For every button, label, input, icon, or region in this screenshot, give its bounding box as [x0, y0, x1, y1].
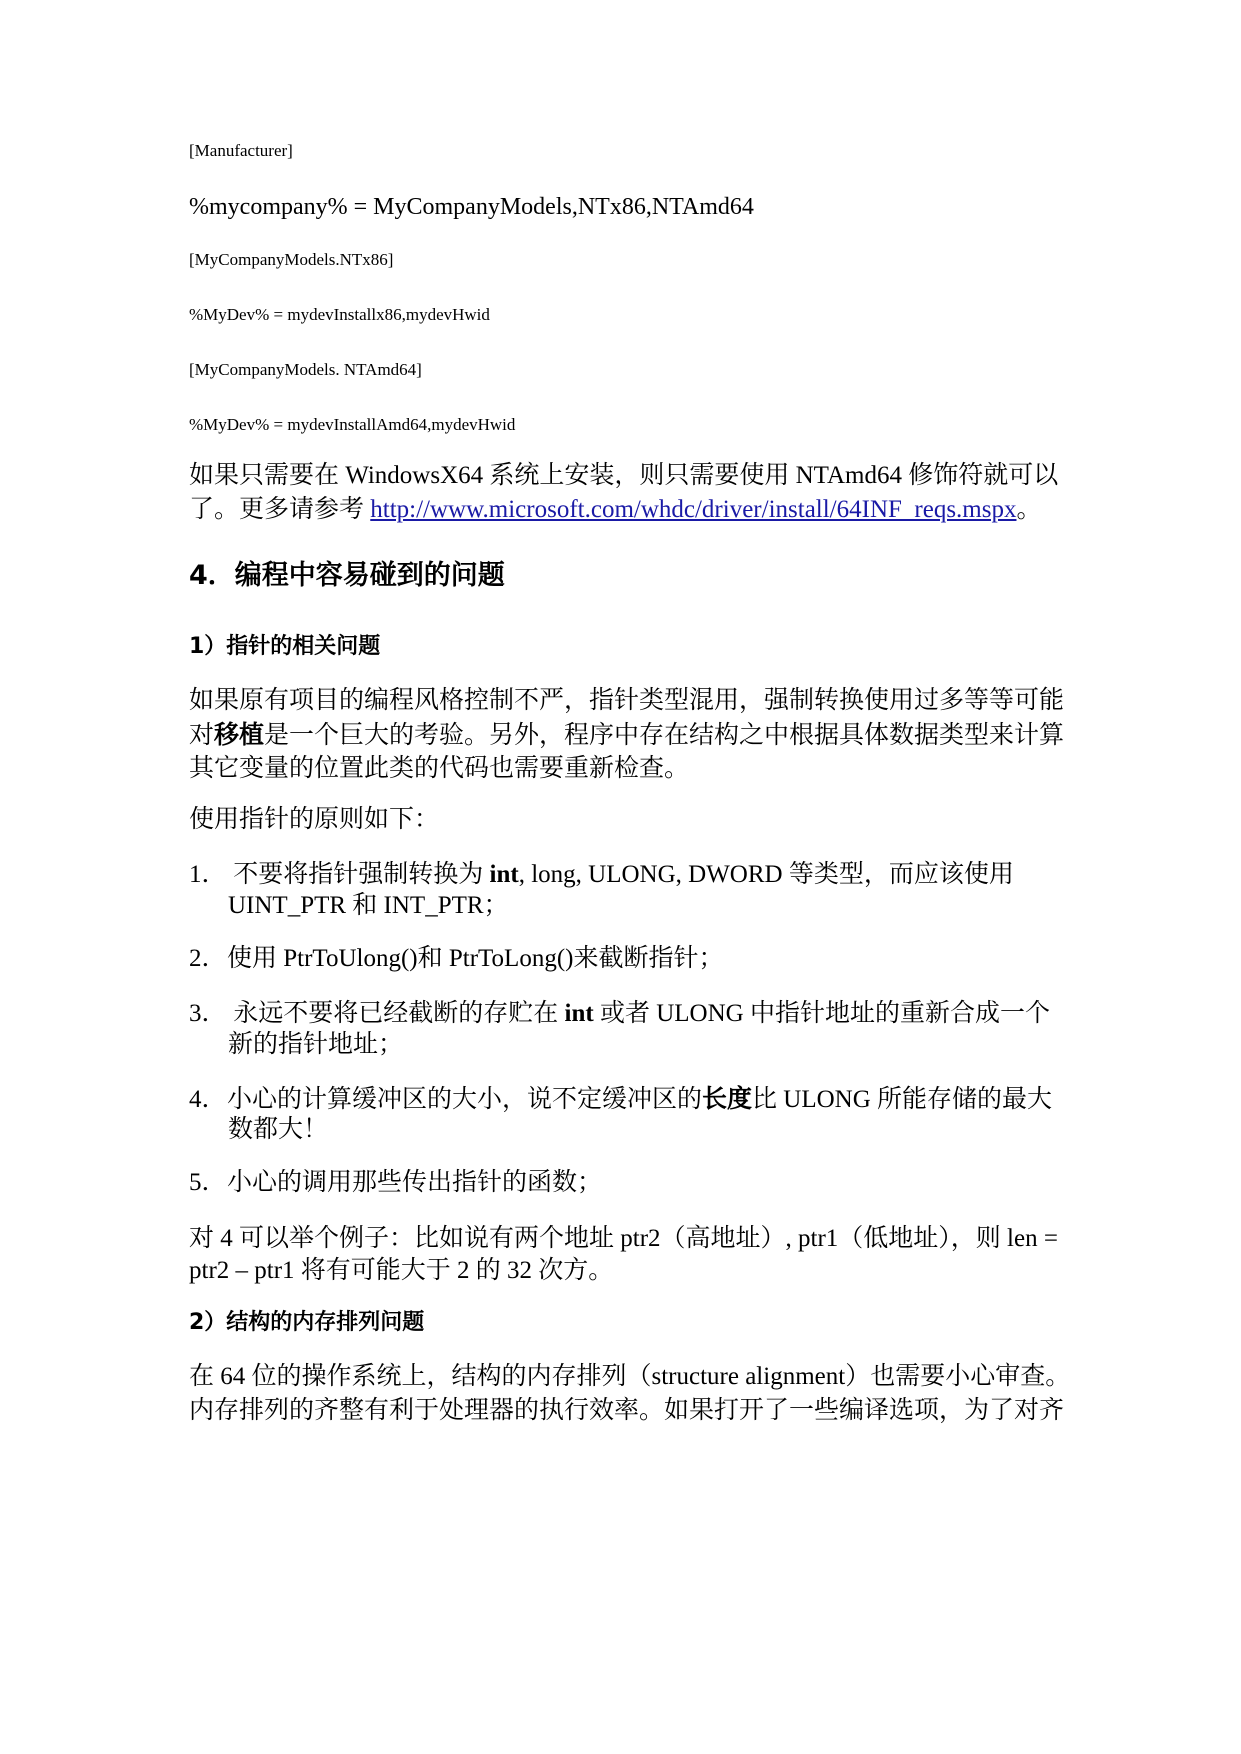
list-item-4: [189, 1086, 1052, 1112]
list-item-5: [189, 1170, 602, 1195]
code-line-models-x86: [MyCompanyModels.NTx86]: [189, 250, 394, 269]
example-line-1: 对 4 可以举个例子：比如说有两个地址 ptr2（高地址）, ptr1（低地址），则 len =: [189, 1225, 1058, 1252]
list-item-1-line-2: UINT_PTR 和 INT_PTR；: [228, 892, 509, 919]
list-text-a: 小心的调用那些传出指针的函数；: [227, 1169, 603, 1196]
example-line-2: ptr2 – ptr1 将有可能大于 2 的 32 次方。: [189, 1257, 614, 1284]
code-line-mycompany: %mycompany% = MyCompanyModels,NTx86,NTAmd64: [189, 194, 754, 220]
pointer-para-text-a: 对: [189, 722, 215, 749]
list-number: 2．: [189, 945, 227, 972]
list-text-b: 或者 ULONG 中指针地址的重新合成一个: [593, 1000, 1050, 1027]
list-number: 5．: [189, 1169, 227, 1196]
list-number: 1．: [189, 861, 227, 888]
pointer-para-bold: 移植: [214, 720, 265, 749]
list-text-b: 比 ULONG 所能存储的最大: [752, 1086, 1053, 1113]
reference-link[interactable]: http://www.microsoft.com/whdc/driver/install/64INF_reqs.mspx: [370, 496, 1017, 523]
note-line-2: [189, 497, 1042, 522]
list-item-3: [189, 1001, 1050, 1026]
subsection-heading-alignment: 2）结构的内存排列问题: [189, 1310, 425, 1335]
list-text-a: 小心的计算缓冲区的大小，说不定缓冲区的: [227, 1086, 703, 1113]
principles-intro: 使用指针的原则如下：: [189, 806, 440, 833]
code-line-models-amd64: [MyCompanyModels. NTAmd64]: [189, 360, 422, 379]
note-line-1: 如果只需要在 WindowsX64 系统上安装，则只需要使用 NTAmd64 修饰符就可以: [189, 462, 1059, 489]
code-line-mydev-x86: %MyDev% = mydevInstallx86,mydevHwid: [189, 305, 490, 324]
alignment-line-1: 在 64 位的操作系统上，结构的内存排列（structure alignment）也需要小心审查。: [189, 1363, 1071, 1390]
list-item-3-line-2: 新的指针地址；: [228, 1031, 404, 1058]
list-item-1: [189, 862, 1014, 887]
pointer-para-line-1: 如果原有项目的编程风格控制不严，指针类型混用，强制转换使用过多等等可能: [189, 687, 1065, 714]
pointer-para-line-3: 其它变量的位置此类的代码也需要重新检查。: [189, 755, 690, 782]
list-text-bold: 长度: [702, 1084, 753, 1113]
code-line-mydev-amd64: %MyDev% = mydevInstallAmd64,mydevHwid: [189, 415, 516, 434]
section-heading: 4．编程中容易碰到的问题: [189, 560, 505, 591]
list-text-a: 永远不要将已经截断的存贮在: [227, 1000, 565, 1027]
note-prefix: 了。更多请参考: [189, 496, 371, 523]
pointer-para-line-2: [189, 722, 1064, 748]
list-text-bold: int: [489, 861, 519, 888]
code-line-manufacturer: [Manufacturer]: [189, 141, 293, 160]
note-suffix: 。: [1016, 496, 1042, 523]
alignment-line-2: 内存排列的齐整有利于处理器的执行效率。如果打开了一些编译选项，为了对齐: [189, 1397, 1065, 1424]
list-text-a: 使用 PtrToUlong()和 PtrToLong()来截断指针；: [227, 945, 724, 972]
list-text-bold: int: [564, 1000, 594, 1027]
list-number: 4．: [189, 1086, 227, 1113]
list-number: 3．: [189, 1000, 227, 1027]
list-item-2: [189, 946, 723, 971]
pointer-para-text-b: 是一个巨大的考验。另外，程序中存在结构之中根据具体数据类型来计算: [264, 722, 1065, 749]
subsection-heading-pointers: 1）指针的相关问题: [189, 634, 381, 659]
list-text-b: , long, ULONG, DWORD 等类型，而应该使用: [518, 861, 1014, 888]
list-item-4-line-2: 数都大！: [228, 1116, 329, 1143]
list-text-a: 不要将指针强制转换为: [227, 861, 490, 888]
